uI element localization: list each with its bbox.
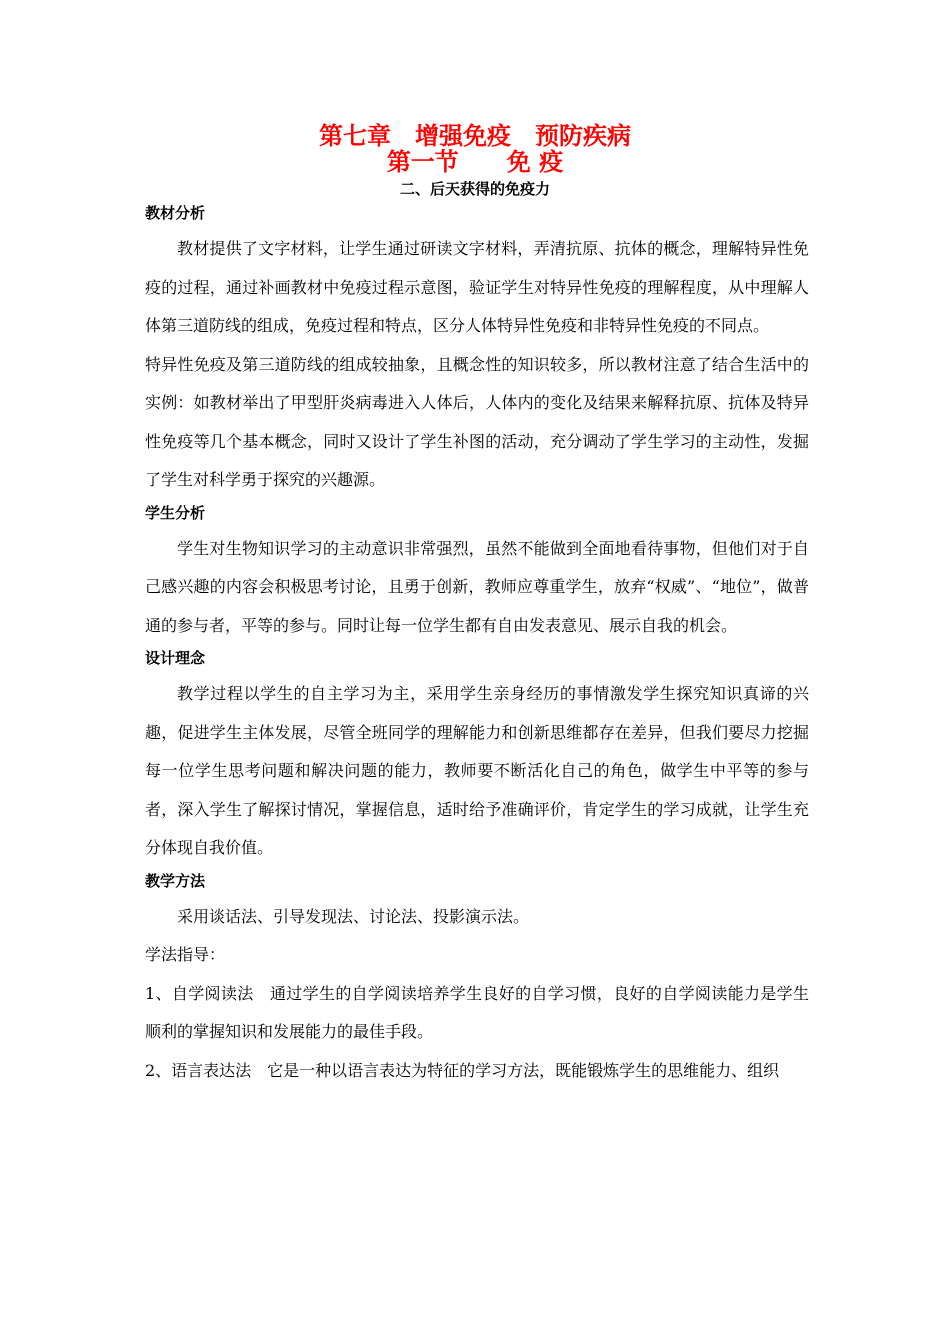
method-paragraph: 采用谈话法、引导发现法、讨论法、投影演示法。 [177,906,530,926]
study-method-item-1: 1、自学阅读法 通过学生的自学阅读培养学生良好的自学习惯，良好的自学阅读能力是学生顺利的掌握知识和发展能力的最佳手段。 [145,983,809,1041]
heading-design-concept: 设计理念 [145,649,206,667]
lesson-subtitle: 二、后天获得的免疫力 [399,180,550,198]
heading-material-analysis: 教材分析 [145,204,206,222]
student-paragraph: 学生对生物知识学习的主动意识非常强烈，虽然不能做到全面地看待事物，但他们对于自己感兴趣的内容会积极思考讨论，且勇于创新，教师应尊重学生，放弃“权威”、“地位”，做普通的参与者，平等的参与。同时让每一位学生都有自由发表意见、展示自我的机会。 [145,538,809,635]
material-paragraph-1: 教材提供了文字材料，让学生通过研读文字材料，弄清抗原、抗体的概念，理解特异性免疫的过程，通过补画教材中免疫过程示意图，验证学生对特异性免疫的理解程度，从中理解人体第三道防线的组成，免疫过程和特点，区分人体特异性免疫和非特异性免疫的不同点。 [145,239,809,335]
heading-student-analysis: 学生分析 [145,503,206,522]
study-guide-label: 学法指导： [145,945,226,964]
design-paragraph: 教学过程以学生的自主学习为主，采用学生亲身经历的事情激发学生探究知识真谛的兴趣，促进学生主体发展，尽管全班同学的理解能力和创新思维都存在差异，但我们要尽力挖掘每一位学生思考问题和解决问题的能力，教师要不断活化自己的角色，做学生中平等的参与者，深入学生了解探讨情况，掌握信息，适时给予准确评价，肯定学生的学习成就，让学生充分体现自我价值。 [145,684,809,857]
chapter-title: 第七章 增强免疫 预防疾病 [319,122,631,150]
study-method-item-2: 2、语言表达法 它是一种以语言表达为特征的学习方法，既能锻炼学生的思维能力、组织 [145,1060,780,1080]
document-body [145,200,809,1090]
material-paragraph-2: 特异性免疫及第三道防线的组成较抽象，且概念性的知识较多，所以教材注意了结合生活中的实例：如教材举出了甲型肝炎病毒进入人体后，人体内的变化及结果来解释抗原、抗体及特异性免疫等几个基本概念，同时又设计了学生补图的活动，充分调动了学生学习的主动性，发掘了学生对科学勇于探究的兴趣源。 [145,354,809,489]
heading-teaching-method: 教学方法 [145,871,206,890]
section-title: 第一节 免 疫 [386,148,564,176]
